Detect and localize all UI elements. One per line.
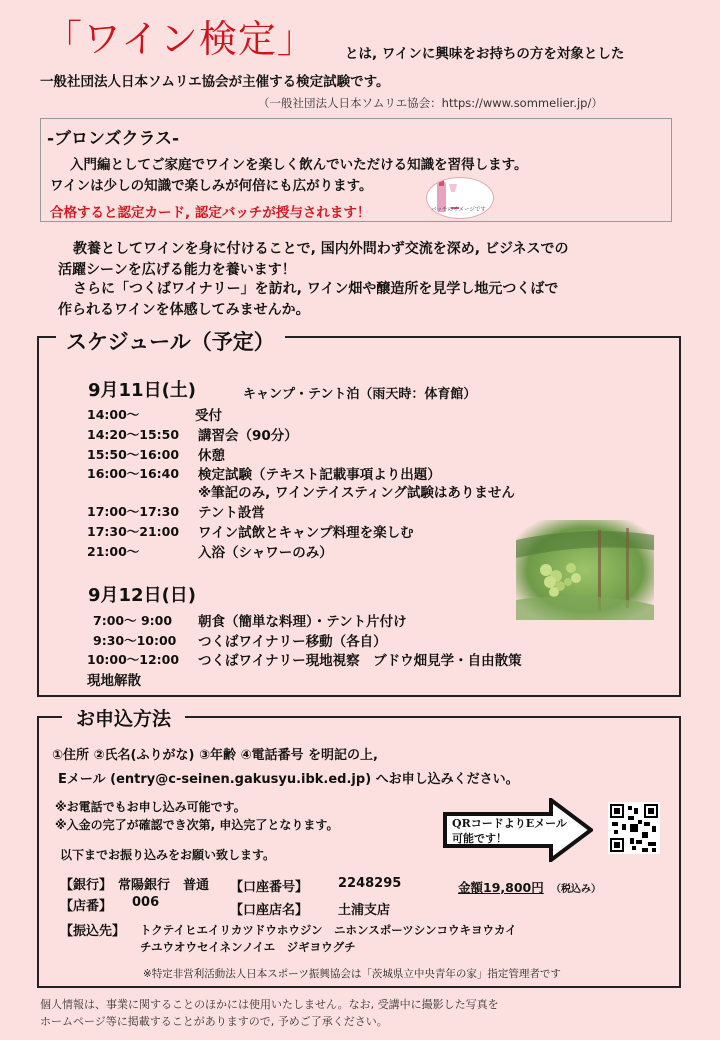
price: 金額19,800円 [458, 880, 544, 895]
vineyard-photo [516, 520, 654, 620]
account-number-label: 【口座番号】 [230, 880, 309, 895]
source-note: （一般社団法人日本ソムリエ協会：https://www.sommelier.jp/） [258, 96, 603, 110]
payee-line-1: トクテイヒエイリカツドウホウジン ニホンスポーツシンコウキヨウカイ [140, 923, 517, 937]
bronze-award-note: 合格すると認定カード, 認定バッチが授与されます！ [50, 205, 371, 221]
schedule-heading: スケジュール（予定） [56, 326, 285, 356]
schedule-time: 21:00〜 [87, 544, 140, 559]
schedule-event: 講習会（90分） [198, 428, 298, 444]
description-line-1: 教養としてワインを身に付けることで, 国内外問わず交流を深め, ビジネスでの [73, 241, 569, 257]
qr-callout [452, 816, 567, 846]
branch-value: 土浦支店 [338, 903, 391, 918]
organization-note: ※特定非営利活動法人日本スポーツ振興協会は「茨城県立中央青年の家」指定管理者です [143, 968, 561, 980]
schedule-time: 10:00〜12:00 [87, 652, 180, 667]
transfer-intro: 以下までお振り込みをお願い致します。 [60, 848, 276, 862]
badge-caption: バッチのイメージです [431, 207, 486, 213]
schedule-event: ※筆記のみ, ワインテイスティング試験はありません [198, 485, 515, 501]
schedule-time: 14:00〜 [87, 407, 140, 422]
day2-date: 9月12日(日) [88, 585, 197, 606]
apply-note-payment: ※入金の完了が確認でき次第, 申込完了となります。 [55, 818, 339, 832]
schedule-event: 朝食（簡単な料理）・テント片付け [198, 614, 407, 630]
intro-line-2: 一般社団法人日本ソムリエ協会が主催する検定試験です。 [40, 74, 390, 90]
schedule-time: 15:50〜16:00 [87, 447, 180, 462]
schedule-time: 9:30〜10:00 [93, 633, 177, 648]
store-value: 006 [132, 895, 160, 910]
day1-date: 9月11日(土) [88, 380, 197, 401]
schedule-event: 休憩 [198, 448, 225, 464]
schedule-event: 検定試験（テキスト記載事項より出題） [198, 467, 441, 483]
schedule-event: つくばワイナリー移動（各自） [198, 634, 387, 650]
account-number-value: 2248295 [338, 876, 402, 891]
schedule-event: 受付 [195, 408, 222, 424]
schedule-time: 16:00〜16:40 [87, 466, 180, 481]
apply-email[interactable]: Eメール (entry@c-seinen.gakusyu.ibk.ed.jp) へお申し込みください。 [58, 772, 519, 787]
apply-heading: お申込方法 [62, 704, 185, 731]
schedule-time: 17:30〜21:00 [87, 524, 180, 539]
qr-callout-line-2: 可能です！ [452, 832, 507, 845]
schedule-event: つくばワイナリー現地視察 ブドウ畑見学・自由散策 [198, 653, 522, 669]
privacy-line-2: ホームページ等に掲載することがありますので, 予めご了承ください。 [40, 1015, 388, 1028]
payee-label: 【振込先】 [60, 924, 126, 939]
qr-code[interactable] [608, 802, 660, 854]
bronze-line-2: ワインは少しの知識で楽しみが何倍にも広がります。 [50, 178, 373, 194]
intro-line-1: とは, ワインに興味をお持ちの方を対象とした [345, 46, 625, 62]
day1-note: キャンプ・テント泊（雨天時：体育館） [243, 387, 477, 402]
price-note: （税込み） [551, 884, 601, 895]
schedule-time: 7:00〜 9:00 [93, 613, 173, 628]
description-line-3: さらに「つくばワイナリー」を訪れ, ワイン畑や醸造所を見学し地元つくばで [73, 281, 559, 297]
apply-instructions: ①住所 ②氏名(ふりがな) ③年齢 ④電話番号 を明記の上, [52, 748, 378, 763]
schedule-closing: 現地解散 [87, 673, 141, 689]
schedule-event: ワイン試飲とキャンプ料理を楽しむ [198, 525, 414, 541]
description-line-2: 活躍シーンを広げる能力を養います！ [58, 262, 296, 278]
bank-label: 【銀行】 [60, 878, 113, 893]
schedule-time: 14:20〜15:50 [87, 427, 180, 442]
schedule-event: 入浴（シャワーのみ） [198, 545, 333, 561]
schedule-event: テント設営 [198, 505, 265, 521]
apply-note-phone: ※お電話でもお申し込み可能です。 [55, 800, 246, 814]
page-title: 「ワイン検定」 [44, 17, 316, 61]
branch-label: 【口座店名】 [230, 903, 309, 918]
bronze-class-title: -ブロンズクラス- [47, 129, 180, 149]
store-label: 【店番】 [60, 899, 113, 914]
bronze-line-1: 入門編としてご家庭でワインを楽しく飲んでいただける知識を習得します。 [70, 157, 528, 173]
privacy-line-1: 個人情報は、事業に関することのほかには使用いたしません。なお, 受講中に撮影した写真を [40, 998, 499, 1011]
payee-line-2: チユウオウセイネンノイエ ジギヨウグチ [140, 940, 356, 954]
description-line-4: 作られるワインを体感してみませんか。 [58, 302, 310, 318]
qr-callout-line-1: QRコードよりEメール [452, 817, 567, 830]
bank-value: 常陽銀行 普通 [118, 878, 210, 893]
schedule-time: 17:00〜17:30 [87, 504, 180, 519]
